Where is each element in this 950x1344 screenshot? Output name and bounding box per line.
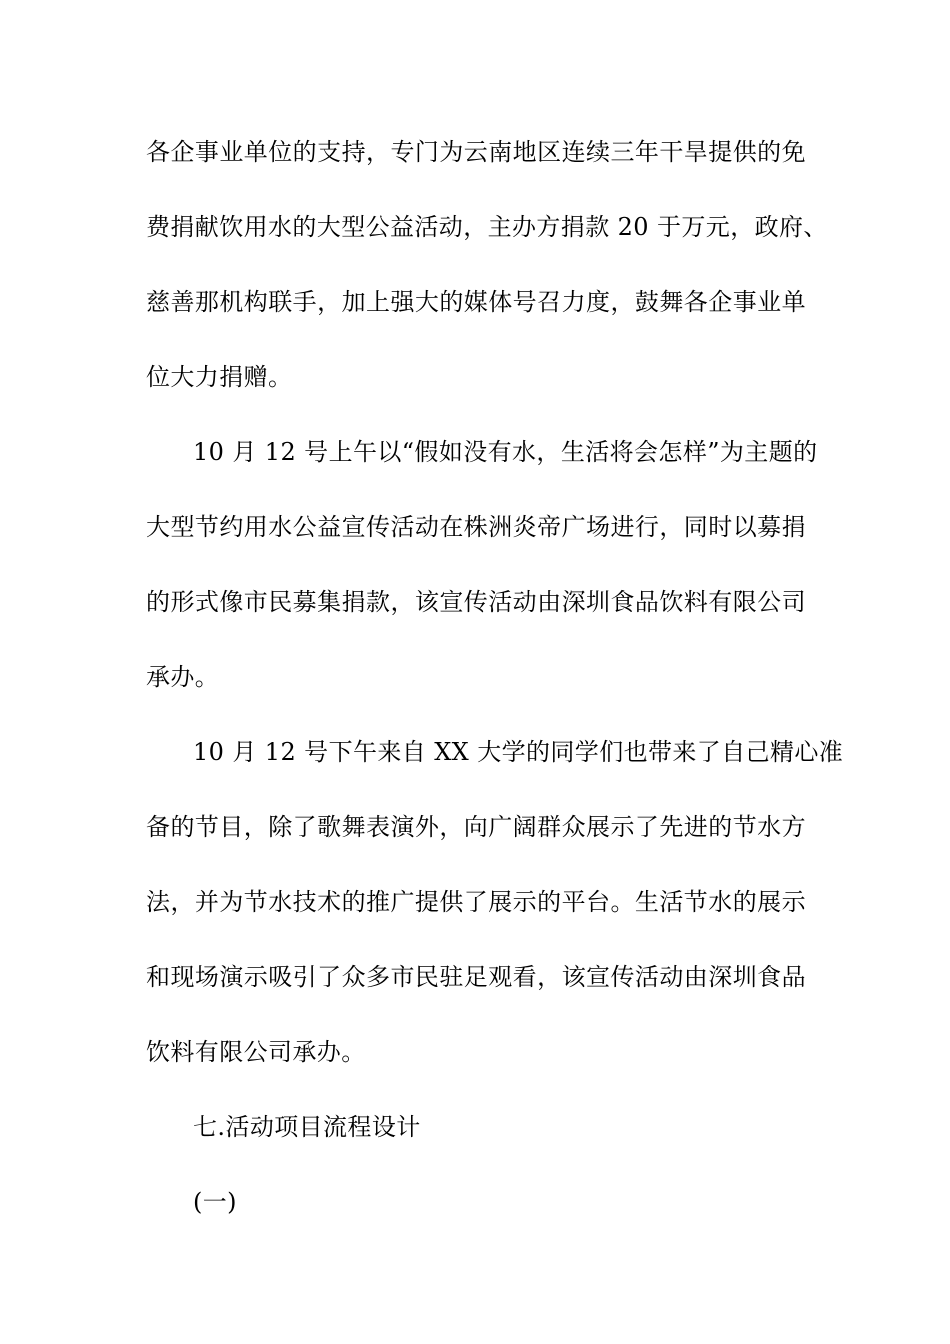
paragraph-2-line-4: 承办。 [146,663,220,691]
paragraph-3-line-5: 饮料有限公司承办。 [146,1038,366,1066]
paragraph-3-line-2: 备的节目，除了歌舞表演外，向广阔群众展示了先进的节水方 [146,813,806,841]
paragraph-2-line-2: 大型节约用水公益宣传活动在株洲炎帝广场进行，同时以募捐 [146,513,806,541]
paragraph-2-line-3: 的形式像市民募集捐款，该宣传活动由深圳食品饮料有限公司 [146,588,806,616]
paragraph-2-line-1: 10 月 12 号上午以“假如没有水，生活将会怎样”为主题的 [193,438,818,466]
paragraph-1-line-4: 位大力捐赠。 [146,363,293,391]
paragraph-3-line-1: 10 月 12 号下午来自 XX 大学的同学们也带来了自己精心准 [193,738,844,766]
paragraph-1-line-1: 各企事业单位的支持，专门为云南地区连续三年干旱提供的免 [146,138,806,166]
paragraph-3-line-3: 法，并为节水技术的推广提供了展示的平台。生活节水的展示 [146,888,806,916]
section-heading: 七.活动项目流程设计 [193,1113,421,1141]
paragraph-1-line-3: 慈善那机构联手，加上强大的媒体号召力度，鼓舞各企事业单 [146,288,806,316]
sub-heading: (一) [193,1188,237,1216]
paragraph-1-line-2: 费捐献饮用水的大型公益活动，主办方捐款 20 于万元，政府、 [146,213,828,241]
paragraph-3-line-4: 和现场演示吸引了众多市民驻足观看，该宣传活动由深圳食品 [146,963,806,991]
